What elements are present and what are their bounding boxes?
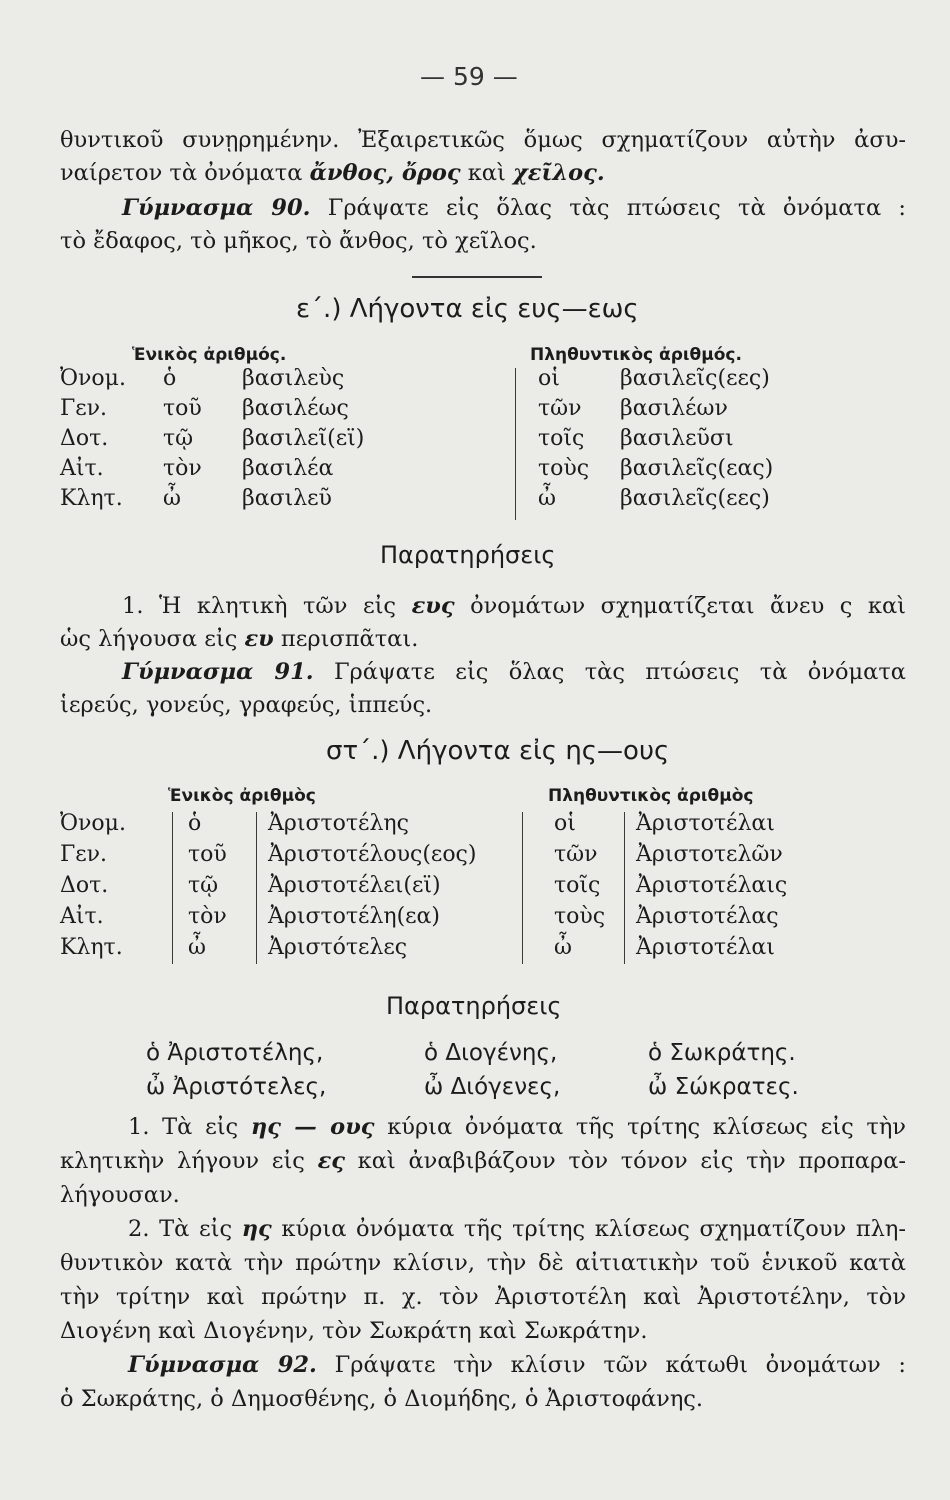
word-form: βασιλέως [242,396,349,421]
article: ὦ [188,935,206,960]
section-heading-st: στ΄.) Λήγοντα εἰς ης—ους [326,736,670,766]
name-vocative: ὦ Διόγενες, [424,1074,561,1100]
text-line: λήγουσαν. [60,1182,180,1208]
observation-paragraph-1 [60,1110,906,1212]
text-span: ὡς λήγουσα εἰς [60,626,245,652]
article: τοὺς [554,904,606,929]
article: τοῦ [188,842,227,867]
text-line [60,1110,906,1144]
page-number: — 59 — [420,62,518,91]
text-line: θυντικοῦ συνῃρημένην. Ἐξαιρετικῶς ὅμως σχηματίζουν αὐτὴν ἀσυ- [60,127,906,153]
name-nominative: ὁ Ἀριστοτέλης, [146,1040,324,1066]
observations-heading: Παρατηρήσεις [380,541,556,569]
emphasis-word: χεῖλος. [512,160,605,186]
singular-form-column [242,364,364,514]
text-line [60,1348,906,1382]
article: οἱ [554,811,576,836]
emphasis-word: ης — ους [250,1114,375,1140]
case-label: Γεν. [60,842,108,867]
word-form: βασιλεῖ(εϊ) [242,426,365,451]
text-span: 1. Ἡ κλητικὴ τῶν εἰς [122,593,412,619]
divider-line [412,276,542,278]
singular-article-column [163,364,202,514]
text-span: Γράψατε εἰς ὅλας τὰς πτώσεις τὰ ὀνόματα [313,659,906,685]
text-span: κύρια ὀνόματα τῆς τρίτης κλίσεως σχηματίζουν πλη- [271,1216,906,1242]
name-nominative: ὁ Σωκράτης. [648,1040,796,1066]
article: τὸν [188,904,227,929]
singular-heading: Ἑνικὸς ἀριθμός. [132,345,287,365]
word-form: Ἀριστοτέλους(εος) [268,842,477,867]
emphasis-word: ἄνθος, ὄρος [309,160,461,186]
table-divider [515,368,516,520]
text-line [60,1212,906,1246]
emphasis-word: ης [241,1216,272,1242]
emphasis-word: ευ [244,626,274,652]
word-form: Ἀριστοτέλης [268,811,409,836]
text-line [60,157,906,190]
case-label: Ὀνομ. [60,811,126,836]
article: τοῖς [538,426,585,451]
exercise-label: Γύμνασμα 90. [122,195,311,221]
word-form: Ἀριστοτέλει(εϊ) [268,873,441,898]
exercise-90 [60,192,906,258]
article: ὦ [538,486,556,511]
text-line: ὁ Σωκράτης, ὁ Δημοσθένης, ὁ Διομήδης, ὁ Ἀριστοφάνης. [60,1386,704,1412]
word-form: βασιλεῖς(εες) [620,486,770,511]
text-span: Γράψατε εἰς ὅλας τὰς πτώσεις τὰ ὀνόματα : [310,195,906,221]
text-line: ἱερεύς, γονεύς, γραφεύς, ἱππεύς. [60,692,433,718]
word-form: Ἀριστοτέλη(εα) [268,904,440,929]
text-line: τὸ ἔδαφος, τὸ μῆκος, τὸ ἄνθος, τὸ χεῖλος. [60,228,537,254]
article: τῶν [538,396,582,421]
observation-paragraph [60,590,906,656]
word-form: Ἀριστοτέλας [636,904,779,929]
text-span: κλητικὴν λήγουν εἰς [60,1148,318,1174]
article: ὁ [188,811,202,836]
plural-article-column [554,808,605,963]
plural-article-column [538,364,589,514]
case-label: Αἰτ. [60,904,104,929]
text-span: 2. Τὰ εἰς [128,1216,242,1242]
name-vocative: ὦ Σώκρατες. [648,1074,799,1100]
text-line: Διογένη καὶ Διογένην, τὸν Σωκράτη καὶ Σωκράτην. [60,1318,648,1344]
word-form: Ἀριστοτελῶν [636,842,783,867]
case-label: Δοτ. [60,873,109,898]
word-form: Ἀριστοτέλαι [636,935,775,960]
article: ὁ [163,366,177,391]
exercise-92 [60,1348,906,1416]
text-span: ναίρετον τὰ ὀνόματα [60,160,310,186]
article: τῶν [554,842,598,867]
text-span: 1. Τὰ εἰς [128,1114,251,1140]
word-form: βασιλεῦσι [620,426,734,451]
name-vocative: ὦ Ἀριστότελες, [146,1074,327,1100]
case-label: Γεν. [60,396,108,421]
name-nominative: ὁ Διογένης, [424,1040,558,1066]
word-form: Ἀριστοτέλαις [636,873,788,898]
singular-form-column [268,808,476,963]
exercise-label: Γύμνασμα 91. [122,659,314,685]
emphasis-word: ευς [411,593,455,619]
article: ὦ [554,935,572,960]
table-divider [522,812,523,964]
section-heading-e: ε΄.) Λήγοντα εἰς ευς—εως [296,294,639,324]
word-form: βασιλεῖς(εας) [620,456,774,481]
exercise-label: Γύμνασμα 92. [128,1352,317,1378]
plural-form-column [620,364,773,514]
text-line [60,1144,906,1178]
exercise-91 [60,656,906,722]
text-span: κύρια ὀνόματα τῆς τρίτης κλίσεως εἰς τὴν [374,1114,906,1140]
case-column [60,364,126,514]
table-divider [256,812,257,964]
text-line: τὴν τρίτην καὶ πρώτην π. χ. τὸν Ἀριστοτέλη καὶ Ἀριστοτέλην, τὸν [60,1284,906,1310]
article: οἱ [538,366,560,391]
text-line: θυντικὸν κατὰ τὴν πρώτην κλίσιν, τὴν δὲ αἰτιατικὴν τοῦ ἑνικοῦ κατὰ [60,1250,906,1276]
word-form: βασιλεὺς [242,366,345,391]
word-form: βασιλεῖς(εες) [620,366,770,391]
case-label: Κλητ. [60,935,123,960]
text-span: ὀνομάτων σχηματίζεται ἄνευ ς καὶ [454,593,906,619]
text-span: Γράψατε τὴν κλίσιν τῶν κάτωθι ὀνομάτων : [316,1352,906,1378]
plural-heading: Πληθυντικὸς ἀριθμὸς [548,786,754,806]
case-column [60,808,126,963]
case-label: Αἰτ. [60,456,104,481]
article: τῷ [163,426,194,451]
declension-table-aristoteles [60,808,900,978]
table-divider [172,812,173,964]
case-label: Δοτ. [60,426,109,451]
intro-paragraph [60,124,906,190]
singular-article-column [188,808,227,963]
word-form: βασιλέων [620,396,728,421]
observation-paragraph-2 [60,1212,906,1348]
article: τοῦ [163,396,202,421]
emphasis-word: ες [317,1148,345,1174]
singular-heading: Ἑνικὸς ἀριθμὸς [168,786,316,806]
word-form: βασιλέα [242,456,334,481]
word-form: Ἀριστοτέλαι [636,811,775,836]
word-form: Ἀριστότελες [268,935,408,960]
word-form: βασιλεῦ [242,486,332,511]
article: τοῖς [554,873,601,898]
text-span: καὶ ἀναβιβάζουν τὸν τόνον εἰς τὴν προπαρα- [344,1148,906,1174]
plural-form-column [636,808,787,963]
observations-heading: Παρατηρήσεις [386,992,562,1020]
declension-table-basileus [60,364,860,534]
article: ὦ [163,486,181,511]
text-line [60,590,906,623]
text-line [60,192,906,225]
case-label: Ὀνομ. [60,366,126,391]
case-label: Κλητ. [60,486,123,511]
text-span: περισπᾶται. [273,626,419,652]
text-line [60,623,906,656]
plural-heading: Πληθυντικὸς ἀριθμός. [530,345,742,365]
text-line [60,656,906,689]
article: τὸν [163,456,202,481]
text-span: καὶ [460,160,513,186]
table-divider [624,812,625,964]
article: τοὺς [538,456,590,481]
article: τῷ [188,873,219,898]
